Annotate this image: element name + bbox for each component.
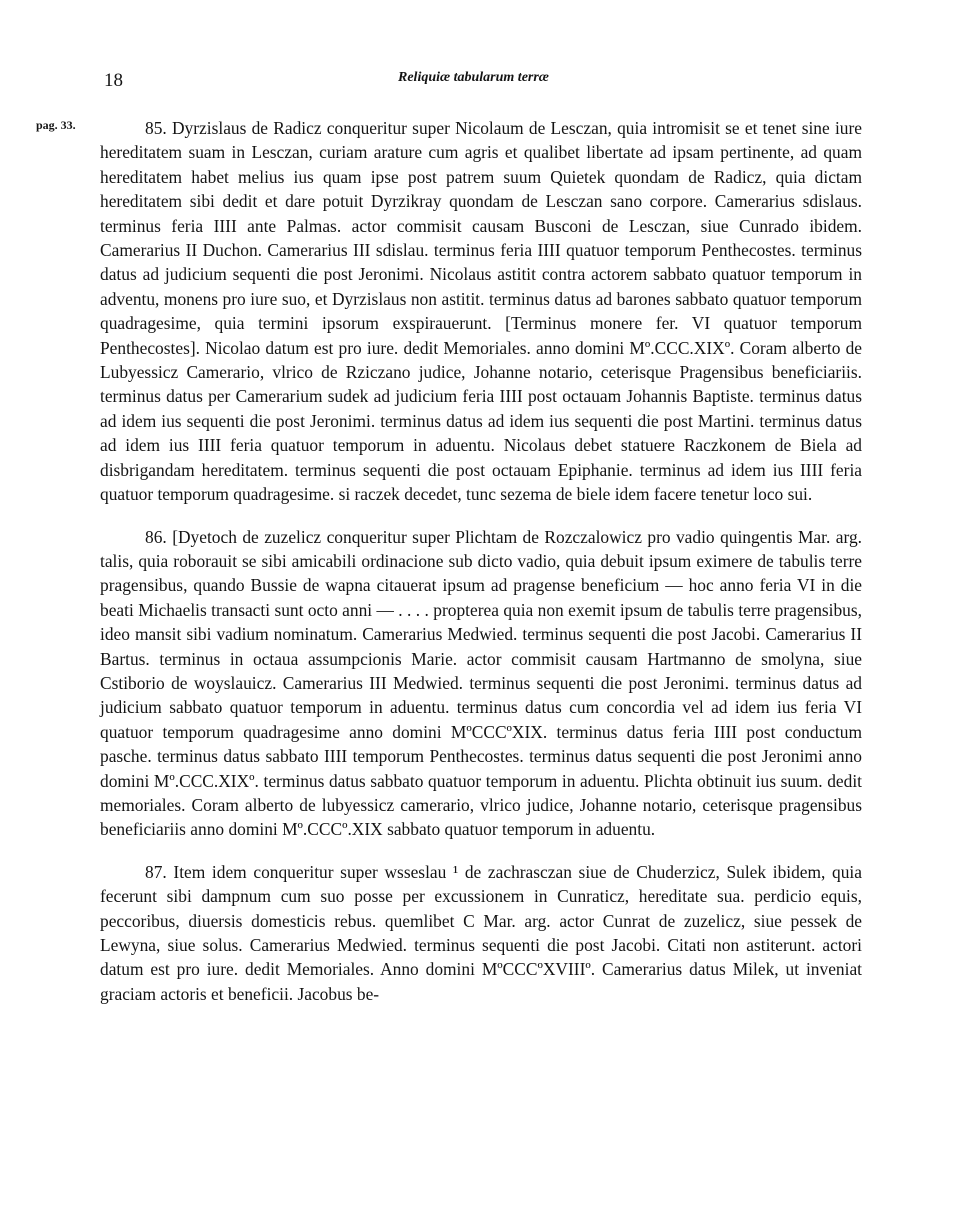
entry-number: 86.	[145, 526, 167, 547]
entry-number: 87.	[145, 861, 167, 882]
document-body	[100, 116, 862, 1024]
entry-text: Dyrzislaus de Radicz conqueritur super Nicolaum de Lesczan, quia intromisit se et tenet sine iure hereditatem suam in Lesczan, curiam arature cum agris et qualibet libertate ad ipsam pertinente, ad quam hereditatem habet melius ius quam ipse post patrem suum Quietek quondam de Radicz, quia dictam hereditatem sibi dedit et dare potuit Dyrzikray quondam de Lesczan sano corpore. Camerarius sdislaus. terminus feria IIII ante Palmas. actor commisit causam Busconi de Lesczan, siue Cunrado ibidem. Camerarius II Duchon. Camerarius III sdislau. terminus feria IIII quatuor temporum Penthecostes. terminus datus ad judicium sequenti die post Jeronimi. Nicolaus astitit contra actorem sabbato quatuor temporum in adventu, monens pro iure suo, et Dyrzislaus non astitit. terminus datus ad barones sabbato quatuor temporum quadragesime, quia termini ipsorum exspirauerunt. [Terminus monere fer. VI quatuor temporum Penthecostes]. Nicolao datum est pro iure. dedit Memoriales. anno domini Mº.CCC.XIXº. Coram alberto de Lubyessicz Camerario, vlrico de Rziczano judice, Johanne notario, ceterisque Pragensibus beneficiariis. terminus datus per Camerarium sudek ad judicium feria IIII post octauam Johannis Baptiste. terminus datus ad idem ius sequenti die post Jeronimi. terminus datus ad idem ius sequenti die post Martini. terminus datus ad idem ius IIII feria quatuor temporum in aduentu. Nicolaus debet statuere Raczkonem de Biela ad disbrigandam hereditatem. terminus sequenti die post octauam Epiphanie. terminus ad idem ius IIII feria quatuor temporum quadragesime. si raczek decedet, tunc sezema de biele idem facere tenetur loco sui.	[100, 118, 862, 505]
entry-86	[100, 525, 862, 842]
entry-87	[100, 860, 862, 1006]
page-number: 18	[104, 70, 123, 91]
entry-text: Item idem conqueritur super wsseslau ¹ de zachrasczan siue de Chuderzicz, Sulek ibidem, quia fecerunt sibi dampnum cum suo posse per excussionem in Cunraticz, hereditate sua. perdicio equis, peccoribus, diuersis domesticis rebus. quemlibet C Mar. arg. actor Cunrat de zuzelicz, siue pessek de Lewyna, siue solus. Camerarius Medwied. terminus sequenti die post Jacobi. Citati non astiterunt. actori datum est pro iure. dedit Memoriales. Anno domini MºCCCºXVIIIº. Camerarius datus Milek, ut inveniat graciam actoris et beneficii. Jacobus be-	[100, 861, 862, 1004]
entry-text: [Dyetoch de zuzelicz conqueritur super Plichtam de Rozczalowicz pro vadio quingentis Mar. arg. talis, quia roborauit se sibi amicabili ordinacione sub dicto vadio, quia debuit ipsum eximere de tabulis terre pragensibus, quando Bussie de wapna citauerat ipsum ad pragense beneficium — hoc anno feria VI in die beati Michaelis transacti sunt octo anni — . . . . propterea quia non exemit ipsum de tabulis terre pragensibus, ideo mansit sibi vadium nominatum. Camerarius Medwied. terminus sequenti die post Jacobi. Camerarius II Bartus. terminus in octaua assumpcionis Marie. actor commisit causam Hartmanno de smolyna, siue Cstiborio de woyslauicz. Camerarius III Medwied. terminus sequenti die post Jeronimi. terminus datus ad judicium sabbato quatuor temporum in aduentu. terminus datus cum concordia vel ad idem ius feria VI quatuor temporum quadragesime anno domini MºCCCºXIX. terminus datus feria IIII post conductum pasche. terminus datus sabbato IIII temporum Penthecostes. terminus datus sequenti die post Jeronimi anno domini Mº.CCC.XIXº. terminus datus sabbato quatuor temporum in aduentu. Plichta obtinuit ius suum. dedit memoriales. Coram alberto de lubyessicz camerario, vlrico judice, Johanne notario, ceterisque pragensibus beneficiariis anno domini Mº.CCCº.XIX sabbato quatuor temporum in aduentu.	[100, 526, 862, 840]
running-title: Reliquiæ tabularum terræ	[398, 70, 549, 85]
entry-number: 85.	[145, 118, 167, 138]
margin-reference: pag. 33.	[36, 118, 76, 132]
entry-85	[100, 116, 862, 507]
